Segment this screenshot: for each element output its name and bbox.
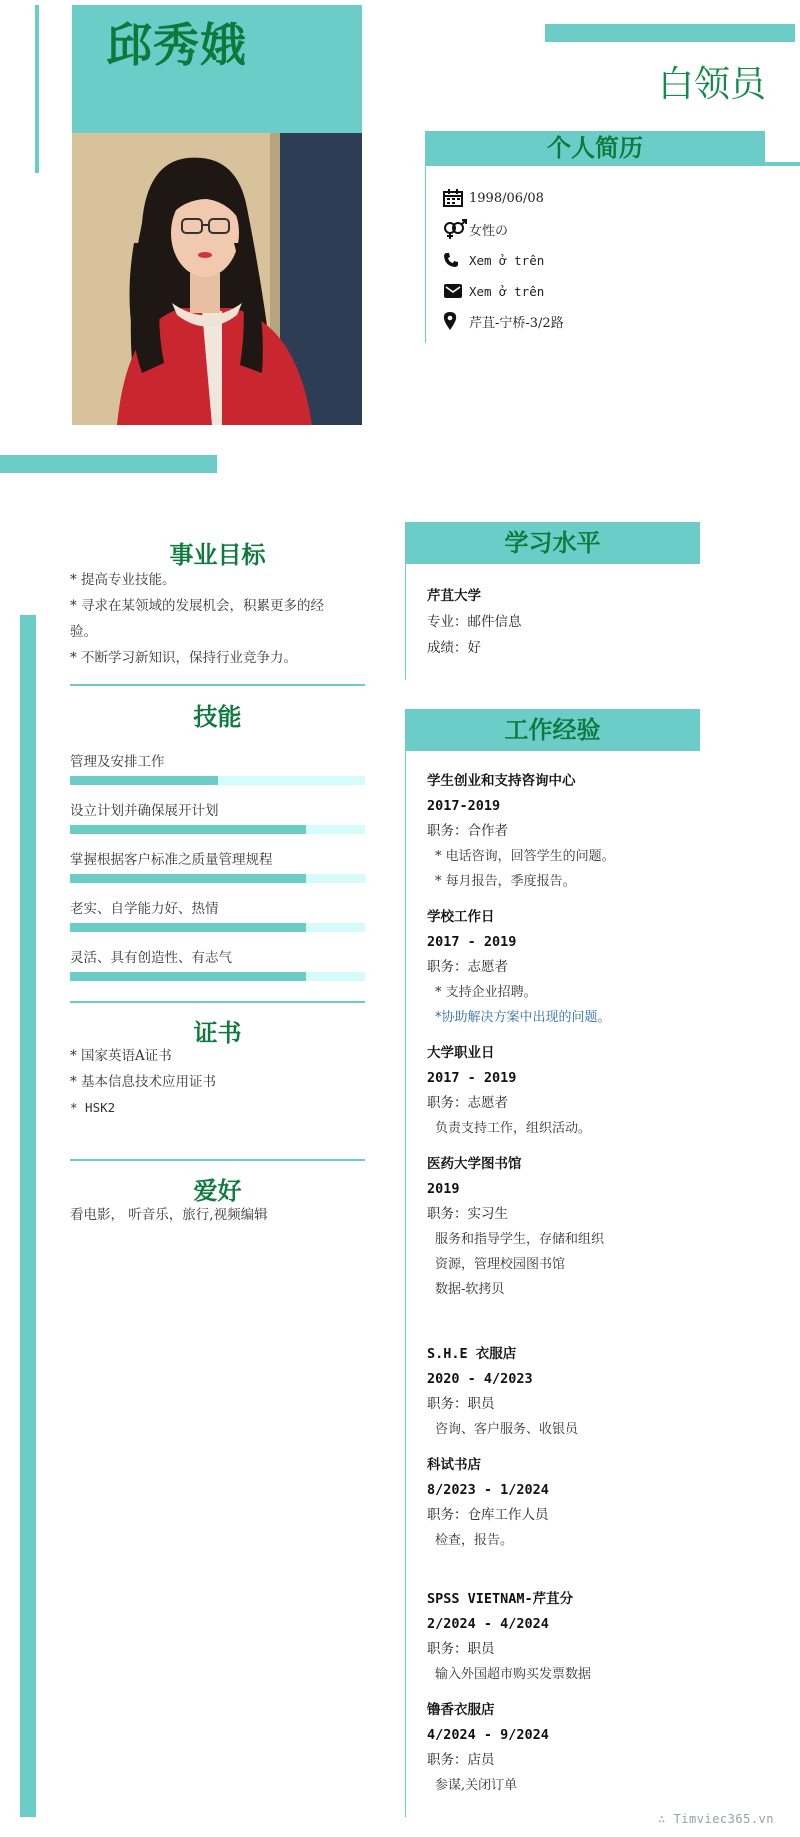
left-accent-bar-top <box>35 5 39 173</box>
job-title: 学生创业和支持咨询中心 <box>427 773 576 789</box>
watermark <box>658 1812 774 1826</box>
skill-bar <box>70 923 365 932</box>
job-period: 2020 - 4/2023 <box>427 1371 533 1387</box>
job-title: 科试书店 <box>427 1457 481 1473</box>
school-name: 芹苴大学 <box>427 588 481 604</box>
certificates-list <box>70 1043 370 1121</box>
skill-label: 灵活、具有创造性、有志气 <box>70 950 232 966</box>
job-title: 白领员 <box>657 64 766 105</box>
profile-photo <box>72 133 362 425</box>
birthdate-row <box>443 187 544 209</box>
job-entry <box>427 1342 578 1442</box>
job-position: 职务：志愿者 <box>427 1095 508 1111</box>
location-pin-icon <box>443 310 467 332</box>
job-entry <box>427 905 611 1030</box>
skill-bar <box>70 825 365 834</box>
job-position: 职务：合作者 <box>427 823 508 839</box>
watermark-icon: ∴ <box>658 1812 674 1826</box>
job-title: 大学职业日 <box>427 1045 495 1061</box>
job-position: 职务：实习生 <box>427 1206 508 1222</box>
education-heading <box>405 522 700 564</box>
skill-bar-fill <box>70 874 306 883</box>
job-period: 8/2023 - 1/2024 <box>427 1482 549 1498</box>
skill-bar <box>70 972 365 981</box>
certificates-divider <box>70 1159 365 1161</box>
job-position: 职务：志愿者 <box>427 959 508 975</box>
gender-value: 女性の <box>469 223 509 239</box>
hobbies-heading: 爱好 <box>193 1177 242 1205</box>
job-detail: 服务和指导学生，存储和组织 <box>435 1232 605 1247</box>
certificate-item: * HSK2 <box>70 1100 116 1115</box>
education-block <box>427 583 707 661</box>
gender-row <box>443 218 508 240</box>
job-position: 职务：店员 <box>427 1752 495 1768</box>
hobbies-text: 看电影， 听音乐，旅行,视频编辑 <box>70 1207 268 1223</box>
email-value: Xem ở trên <box>469 283 545 299</box>
job-title: S.H.E 衣服店 <box>427 1346 517 1362</box>
name-banner <box>72 5 362 133</box>
job-position: 职务：职员 <box>427 1641 495 1657</box>
skill-bar-fill <box>70 972 306 981</box>
certificate-item: * 国家英语A证书 <box>70 1048 172 1064</box>
work-heading <box>405 709 700 751</box>
objective-line: * 寻求在某领域的发展机会，积累更多的经 <box>70 598 325 614</box>
job-title: 学校工作日 <box>427 909 495 925</box>
address-value: 芹苴-宁桥-3/2路 <box>469 315 564 331</box>
job-title: 镥香衣服店 <box>427 1702 495 1718</box>
job-detail: * 支持企业招聘。 <box>435 985 537 1000</box>
work-heading-text: 工作经验 <box>504 716 601 744</box>
top-right-accent-bar <box>545 24 795 42</box>
job-detail: 检查，报告。 <box>435 1533 514 1548</box>
objective-divider <box>70 684 365 686</box>
candidate-name: 邱秀娥 <box>106 18 247 72</box>
skill-label: 管理及安排工作 <box>70 754 165 770</box>
certificates-heading: 证书 <box>193 1019 242 1047</box>
job-detail: 输入外国超市购买发票数据 <box>435 1667 592 1682</box>
email-row <box>443 280 544 302</box>
objective-line: * 不断学习新知识，保持行业竞争力。 <box>70 650 298 666</box>
job-title: SPSS VIETNAM-芹苴分 <box>427 1591 574 1607</box>
job-detail: 咨询、客户服务、收银员 <box>435 1422 579 1437</box>
right-column-divider <box>405 560 406 680</box>
job-detail: * 每月报告，季度报告。 <box>435 874 576 889</box>
job-detail: *协助解决方案中出现的问题。 <box>435 1010 611 1025</box>
job-position: 职务：仓库工作人员 <box>427 1507 549 1523</box>
right-column-divider-long <box>405 745 406 1817</box>
job-entry <box>427 1152 604 1302</box>
mid-left-accent-bar <box>0 455 217 473</box>
calendar-icon <box>443 187 467 209</box>
job-period: 2019 <box>427 1181 460 1197</box>
job-detail: 负责支持工作，组织活动。 <box>435 1121 592 1136</box>
job-title: 医药大学图书馆 <box>427 1156 522 1172</box>
job-detail: 参谋,关闭订单 <box>435 1778 518 1793</box>
education-heading-text: 学习水平 <box>504 529 601 557</box>
skill-bar-fill <box>70 776 218 785</box>
skills-divider <box>70 1001 365 1003</box>
job-period: 2017 - 2019 <box>427 934 517 950</box>
skill-bar <box>70 776 365 785</box>
objective-text <box>70 567 370 671</box>
job-period: 2017 - 2019 <box>427 1070 517 1086</box>
envelope-icon <box>443 280 467 302</box>
objective-line: 验。 <box>70 624 97 640</box>
address-row <box>443 310 564 332</box>
birthdate-value: 1998/06/08 <box>469 190 544 206</box>
skill-label: 设立计划并确保展开计划 <box>70 803 219 819</box>
skill-label: 老实、自学能力好、热情 <box>70 901 219 917</box>
profile-divider <box>425 166 426 343</box>
skills-heading: 技能 <box>193 703 242 731</box>
job-detail: * 电话咨询，回答学生的问题。 <box>435 849 615 864</box>
job-entry <box>427 1041 591 1141</box>
job-period: 4/2024 - 9/2024 <box>427 1727 549 1743</box>
phone-value: Xem ở trên <box>469 252 545 268</box>
profile-heading-underline <box>765 162 800 166</box>
job-entry <box>427 1453 549 1553</box>
skill-bar-fill <box>70 923 306 932</box>
phone-icon <box>443 249 467 271</box>
objective-heading: 事业目标 <box>169 541 266 569</box>
job-period: 2017-2019 <box>427 798 501 814</box>
gender-icon <box>443 218 467 240</box>
skill-bar-fill <box>70 825 306 834</box>
skill-bar <box>70 874 365 883</box>
skill-label: 掌握根据客户标准之质量管理规程 <box>70 852 273 868</box>
objective-line: * 提高专业技能。 <box>70 572 176 588</box>
phone-row <box>443 249 544 271</box>
certificate-item: * 基本信息技术应用证书 <box>70 1074 217 1090</box>
job-entry <box>427 1698 549 1798</box>
profile-heading <box>425 131 765 166</box>
job-entry <box>427 769 615 894</box>
profile-heading-text: 个人简历 <box>547 134 643 162</box>
job-position: 职务：职员 <box>427 1396 495 1412</box>
job-detail: 数据-软拷贝 <box>435 1282 505 1297</box>
watermark-text: Timviec365.vn <box>673 1812 774 1826</box>
job-period: 2/2024 - 4/2024 <box>427 1616 549 1632</box>
grade: 成绩：好 <box>427 640 481 656</box>
major: 专业：邮件信息 <box>427 614 522 630</box>
job-entry <box>427 1587 591 1687</box>
left-accent-bar-long <box>20 615 36 1817</box>
job-detail: 资源，管理校园图书馆 <box>435 1257 566 1272</box>
